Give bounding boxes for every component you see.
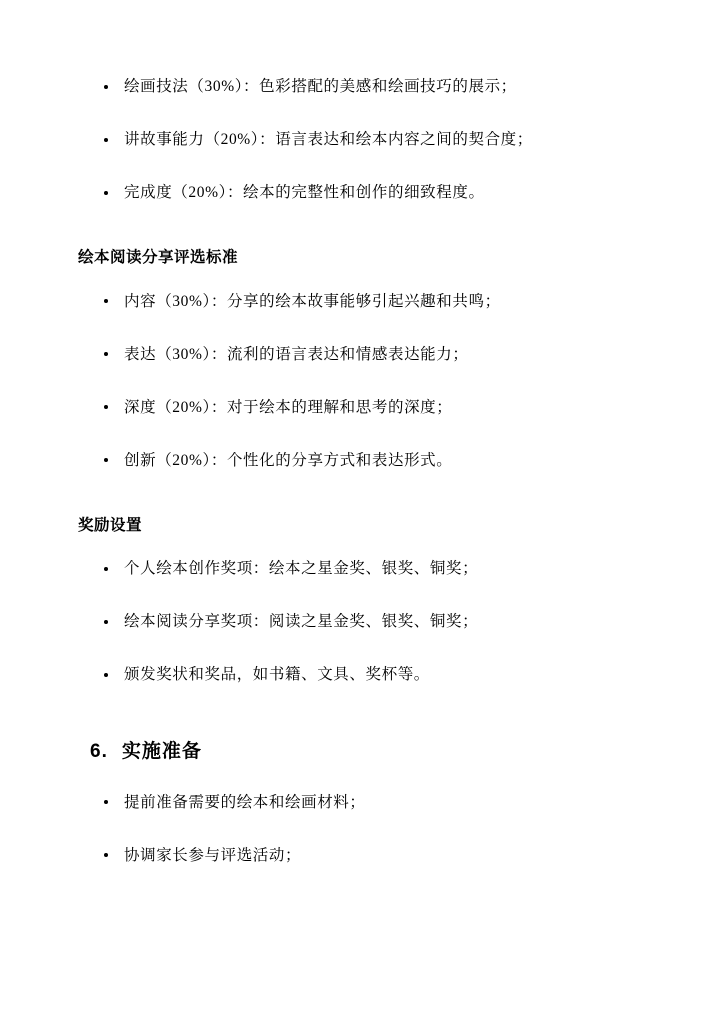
section-heading-implementation-prep [78,739,650,766]
list-item: 协调家长参与评选活动； [78,829,650,882]
list-item: 颁发奖状和奖品，如书籍、文具、奖杯等。 [78,648,650,701]
criteria-painting-list [78,60,650,219]
heading-awards-setup: 奖励设置 [78,516,143,534]
list-item: 绘本阅读分享奖项：阅读之星金奖、银奖、铜奖； [78,595,650,648]
criteria-reading-list [78,275,650,487]
document-body [78,60,650,882]
list-item: 内容（30%）：分享的绘本故事能够引起兴趣和共鸣； [78,275,650,328]
list-item: 表达（30%）：流利的语言表达和情感表达能力； [78,328,650,381]
list-item: 个人绘本创作奖项：绘本之星金奖、银奖、铜奖； [78,542,650,595]
awards-list [78,542,650,701]
heading-reading-share-criteria: 绘本阅读分享评选标准 [78,249,239,266]
section-number: 6. [90,741,108,763]
list-item: 讲故事能力（20%）：语言表达和绘本内容之间的契合度； [78,113,650,166]
list-item: 提前准备需要的绘本和绘画材料； [78,776,650,829]
list-item: 绘画技法（30%）：色彩搭配的美感和绘画技巧的展示； [78,60,650,113]
section-title: 实施准备 [121,741,202,763]
list-item: 创新（20%）：个性化的分享方式和表达形式。 [78,434,650,487]
list-item: 深度（20%）：对于绘本的理解和思考的深度； [78,381,650,434]
list-item: 完成度（20%）：绘本的完整性和创作的细致程度。 [78,166,650,219]
implementation-prep-list [78,776,650,882]
